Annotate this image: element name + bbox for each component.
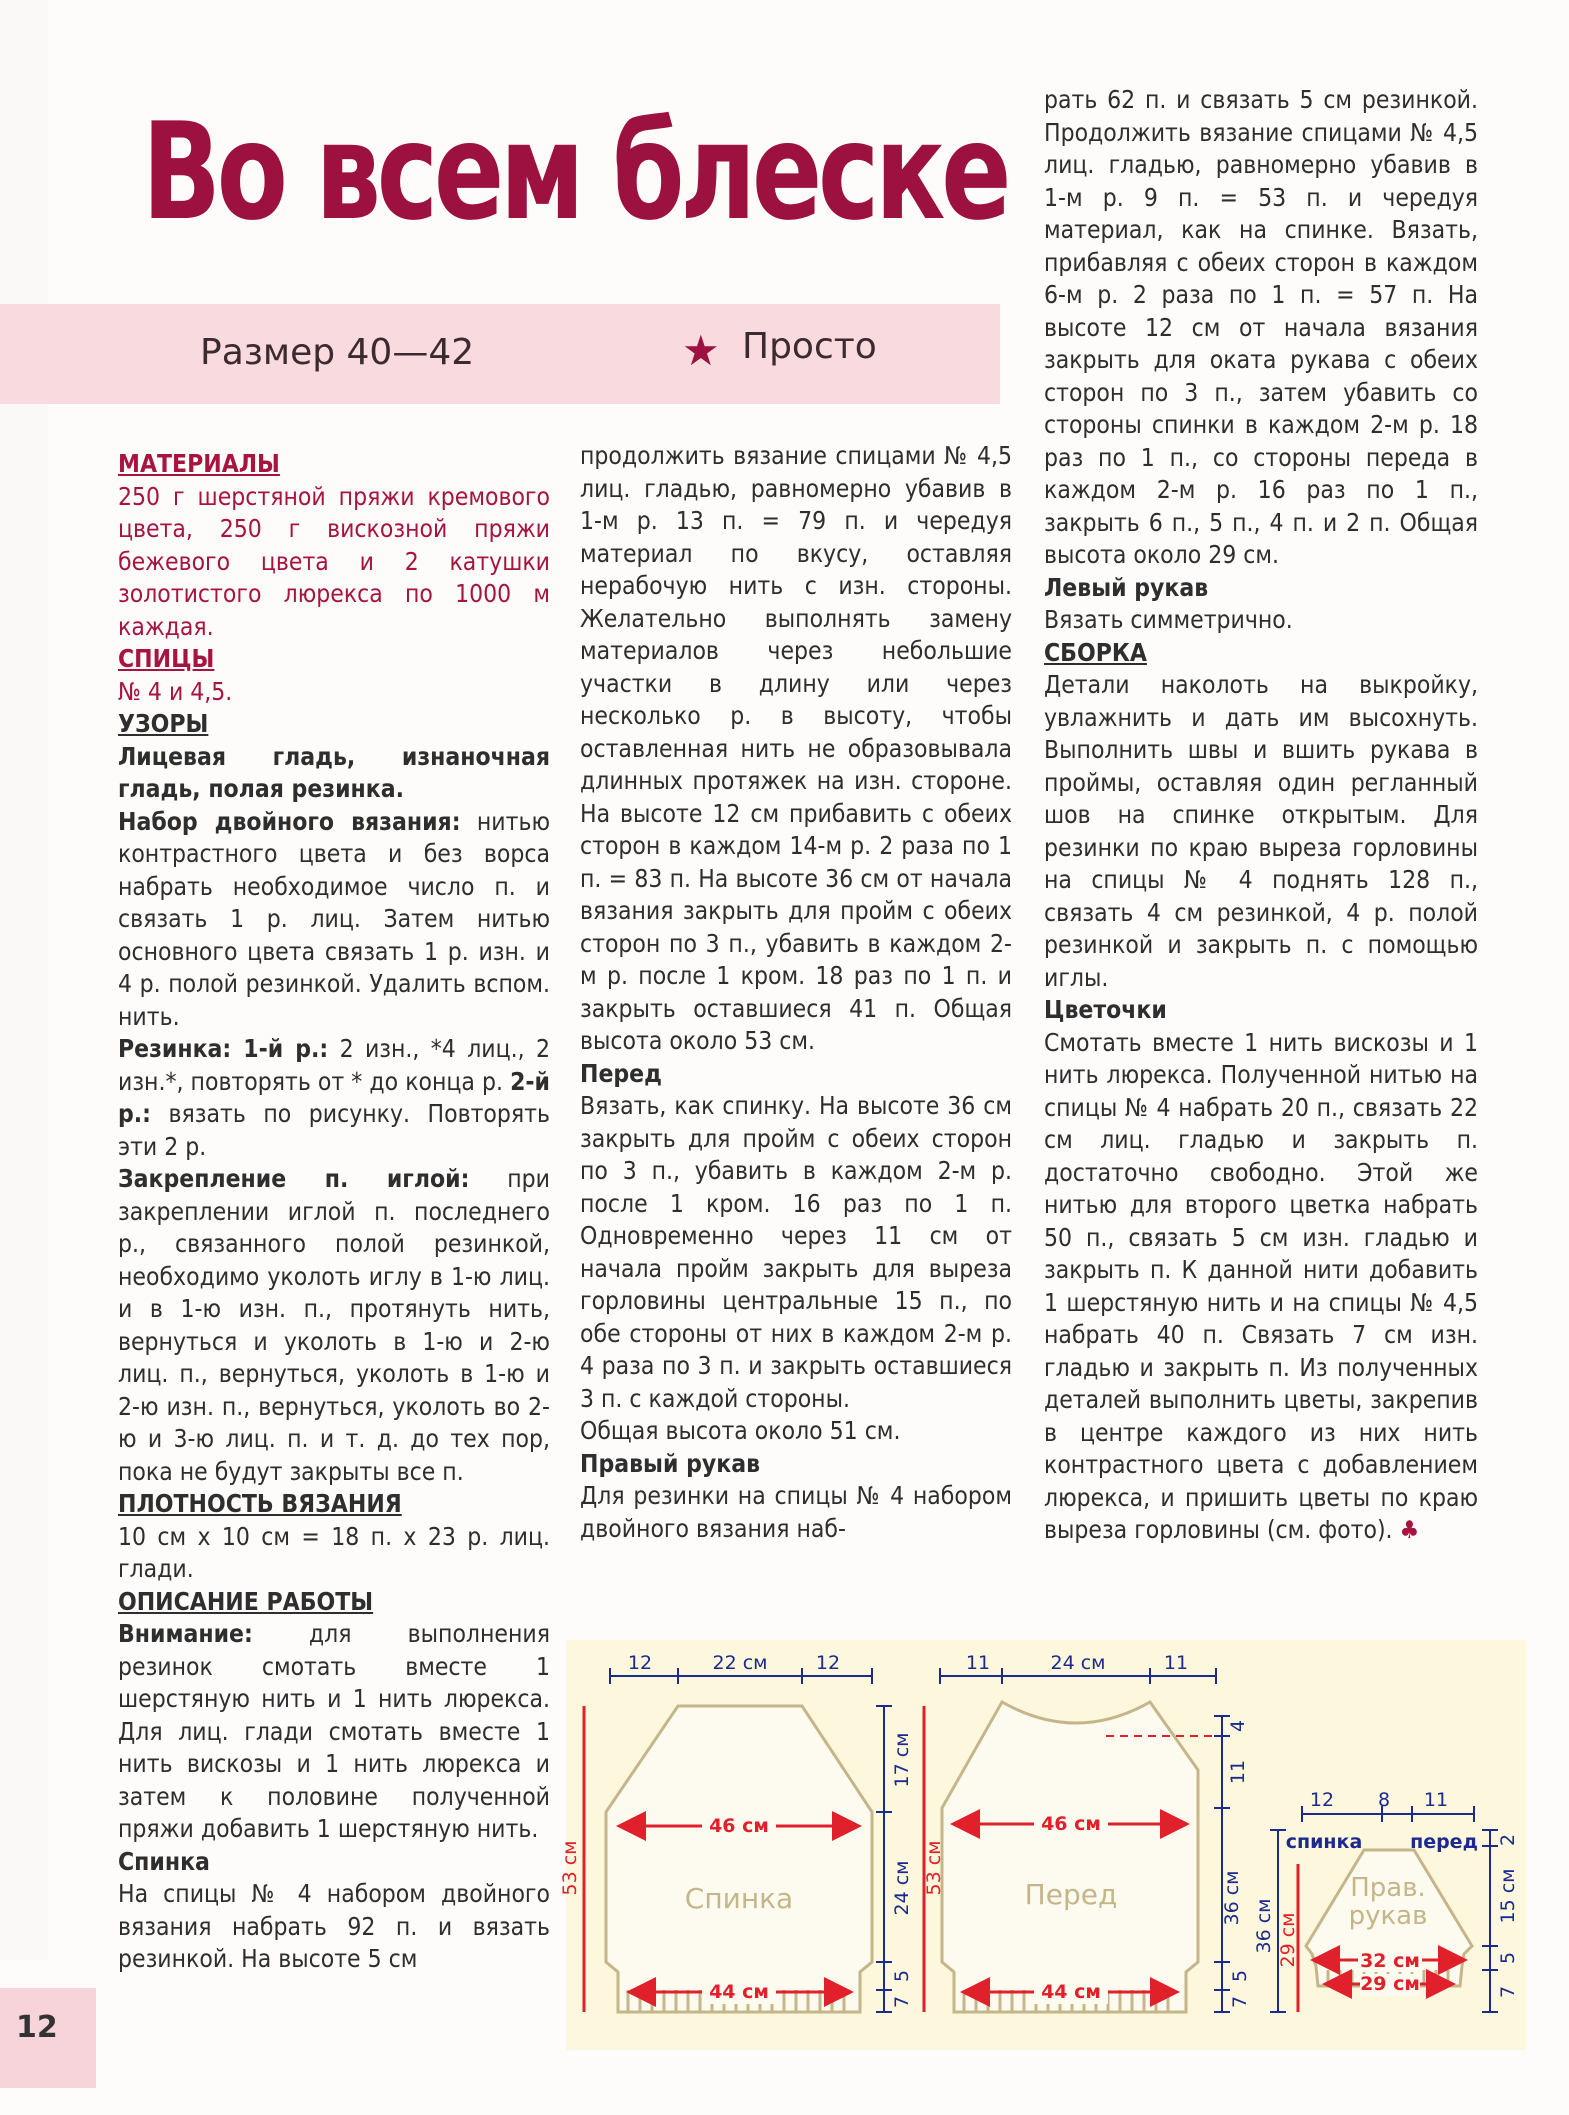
front-top-right: 11 <box>1163 1652 1189 1674</box>
right-sleeve-heading: Правый рукав <box>580 1448 761 1478</box>
sleeve-label-line2: рукав <box>1348 1901 1428 1931</box>
back-right-upper: 17 см <box>891 1732 913 1788</box>
page-number: 12 <box>16 2010 58 2045</box>
column-2 <box>580 440 1012 1545</box>
attention-text: для выполнения резинок смотать вместе 1 шерстяную нить и 1 нить люрекса. Для лиц. глади смотать вместе 1 нить вискозы и 1 нить люрекса и затем к половине полученной пряжи добавить 1 шерстяную нить. <box>118 1619 550 1843</box>
back-heading: Спинка <box>118 1846 210 1876</box>
back-text: На спицы № 4 набором двойного вязания набрать 92 п. и вязать резинкой. На высоте 5 см <box>118 1879 550 1973</box>
sleeve-top-mid: 8 <box>1377 1789 1391 1811</box>
front-right-neck: 4 <box>1227 1719 1249 1733</box>
back-diagram <box>559 1652 913 2012</box>
density-heading: ПЛОТНОСТЬ ВЯЗАНИЯ <box>118 1489 402 1518</box>
density-text: 10 см х 10 см = 18 п. х 23 р. лиц. глади. <box>118 1521 550 1583</box>
needles-heading: СПИЦЫ <box>118 644 215 673</box>
back-height-total: 53 см <box>559 1840 581 1896</box>
front-top-mid: 24 см <box>1050 1652 1106 1674</box>
back-right-middle: 24 см <box>891 1860 913 1916</box>
work-heading: ОПИСАНИЕ РАБОТЫ <box>118 1586 374 1616</box>
sleeve-width-upper: 32 см <box>1360 1950 1420 1972</box>
rib-row2-text: вязать по рисунку. Повторять эти 2 р. <box>118 1099 550 1161</box>
front-width-lower: 44 см <box>1041 1981 1101 2003</box>
rib-paragraph <box>118 1033 550 1163</box>
right-sleeve-continued-text: рать 62 п. и связать 5 см резинкой. Продолжить вязание спицами № 4,5 лиц. гладью, равномерно убавив в 1-м р. 9 п. = 53 п. и чередуя материал, как на спинке. Вязать, прибавляя с обеих сторон в каждом 6-м р. 2 раза по 1 п. = 57 п. На высоте 12 см от начала вязания закрыть для оката рукава с обеих сторон по 3 п., затем убавить со стороны спинки в каждом 2-м р. 18 раз по 1 п., со стороны переда в каждом 2-м р. 16 раз по 1 п., закрыть 6 п., 5 п., 4 п. и 2 п. Общая высота около 29 см. <box>1044 85 1478 569</box>
front-height-total: 53 см <box>923 1840 945 1896</box>
difficulty-label: Просто <box>742 326 877 367</box>
cast-on-term: Набор двойного вязания: <box>118 806 461 836</box>
attention-paragraph <box>118 1618 550 1846</box>
front-total-text: Общая высота около 51 см. <box>580 1416 901 1445</box>
bindoff-paragraph <box>118 1163 550 1488</box>
club-icon: ♣ <box>1399 1515 1420 1544</box>
sleeve-width-lower: 29 см <box>1360 1973 1420 1995</box>
front-label: Перед <box>1024 1878 1118 1911</box>
front-width-upper: 46 см <box>1041 1813 1101 1835</box>
column-1 <box>118 448 550 1976</box>
rib-row2-term: 2-й р.: <box>118 1066 550 1128</box>
size-label: Размер 40—42 <box>200 332 475 373</box>
back-width-upper: 46 см <box>709 1815 769 1837</box>
bindoff-term: Закрепление п. иглой: <box>118 1164 470 1193</box>
front-top-left: 11 <box>965 1652 991 1674</box>
back-label: Спинка <box>684 1882 794 1915</box>
materials-text: 250 г шерстяной пряжи кремового цвета, 250 г вискозной пряжи бежевого цвета и 2 катушки золотистого люрекса по 1000 м каждая. <box>118 481 550 641</box>
back-top-left: 12 <box>627 1652 653 1674</box>
right-sleeve-text: Для резинки на спицы № 4 набором двойного вязания наб- <box>580 1481 1012 1543</box>
star-icon: ★ <box>682 326 720 375</box>
patterns-heading: УЗОРЫ <box>118 709 209 738</box>
back-right-rib1: 5 <box>891 1969 913 1983</box>
front-right-rib1: 5 <box>1229 1969 1251 1983</box>
flowers-text: Смотать вместе 1 нить вискозы и 1 нить люрекса. Полученной нитью на спицы № 4 набрать 20 п., связать 22 см лиц. гладью и закрыть п. достаточно свободно. Этой же нитью для второго цветка набрать 50 п., связать 5 см изн. гладью и закрыть п. К данной нити добавить 1 шерстяную нить и на спицы № 4,5 набрать 40 п. Связать 7 см изн. гладью и закрыть п. Из полученных деталей выполнить цветы, закрепив в центре каждого из них нить контрастного цвета с добавлением люрекса, и пришить цветы по краю выреза горловины (см. фото). <box>1044 1027 1478 1544</box>
patterns-text: Лицевая гладь, изнаночная гладь, полая резинка. <box>118 741 550 803</box>
sleeve-top-left: 12 <box>1309 1789 1335 1811</box>
sleeve-diagram <box>1253 1789 1519 2012</box>
left-sleeve-heading: Левый рукав <box>1044 572 1209 602</box>
assembly-heading: СБОРКА <box>1044 637 1147 667</box>
bindoff-text: при закреплении иглой п. последнего р., связанного полой резинкой, необходимо уколоть иглу в 1-ю лиц. и в 1-ю изн. п., протянуть нить, вернуться и уколоть в 1-ю и 2-ю лиц. п., вернуться, уколоть в 1-ю и 2-ю изн. п., вернуться, уколоть во 2-ю и 3-ю лиц. п. и т. д. до тех пор, пока не будут закрыты все п. <box>118 1164 550 1486</box>
front-right-rib2: 7 <box>1229 1995 1251 2009</box>
flowers-heading: Цветочки <box>1044 995 1167 1024</box>
sleeve-right-rib1: 5 <box>1497 1951 1519 1965</box>
sleeve-front-side: перед <box>1410 1831 1478 1853</box>
back-right-rib2: 7 <box>891 1995 913 2009</box>
page-number-tab <box>0 1988 96 2088</box>
sleeve-right-cap: 2 <box>1497 1833 1519 1847</box>
sleeve-height-inner: 29 см <box>1277 1912 1299 1968</box>
page-margin <box>0 0 48 1960</box>
sleeve-top-right: 11 <box>1423 1789 1449 1811</box>
sleeve-right-rib2: 7 <box>1497 1985 1519 1999</box>
rib-term: Резинка: 1-й р.: <box>118 1034 329 1063</box>
sleeve-height-total: 36 см <box>1253 1898 1275 1954</box>
back-width-lower: 44 см <box>709 1981 769 2003</box>
front-right-body: 36 см <box>1221 1870 1243 1926</box>
sleeve-right-body: 15 см <box>1497 1868 1519 1924</box>
back-continued-text: продолжить вязание спицами № 4,5 лиц. гладью, равномерно убавив в 1-м р. 13 п. = 79 п. и чередуя материал по вкусу, оставляя нерабочую нить с изн. стороны. Желательно выполнять замену материалов через небольшие участки в длину или через несколько р. в высоту, чтобы оставленная нить не образовывала длинных протяжек на изн. стороне. На высоте 12 см прибавить с обеих сторон в каждом 14-м р. 2 раза по 1 п. = 83 п. На высоте 36 см от начала вязания закрыть для пройм с обеих сторон по 3 п., убавить в каждом 2-м р. после 1 кром. 18 раз по 1 п. и закрыть оставшиеся 41 п. Общая высота около 53 см. <box>580 441 1012 1055</box>
materials-heading: МАТЕРИАЛЫ <box>118 449 280 478</box>
flowers-paragraph <box>1044 1027 1478 1547</box>
front-diagram <box>923 1652 1251 2012</box>
front-text: Вязать, как спинку. На высоте 36 см закрыть для пройм с обеих сторон по 3 п., убавить в каждом 2-м р. после 1 кром. 16 раз по 1 п. Одновременно через 11 см от начала пройм закрыть для выреза горловины центральные 15 п., по обе стороны от них в каждом 2-м р. 4 раза по 3 п. и закрыть оставшиеся 3 п. с каждой стороны. <box>580 1091 1012 1413</box>
rib-row1-text: 2 изн., *4 лиц., 2 изн.*, повторять от * до конца р. <box>118 1034 550 1096</box>
cast-on-text: нитью контрастного цвета и без ворса набрать необходимое число п. и связать 1 р. лиц. Затем нитью основного цвета связать 1 р. изн. и 4 р. полой резинкой. Удалить вспом. нить. <box>118 806 550 1031</box>
attention-term: Внимание: <box>118 1619 253 1648</box>
sleeve-back-side: спинка <box>1285 1831 1363 1853</box>
needles-text: № 4 и 4,5. <box>118 676 233 706</box>
back-top-mid: 22 см <box>712 1652 768 1674</box>
assembly-text: Детали наколоть на выкройку, увлажнить и дать им высохнуть. Выполнить швы и вшить рукава в проймы, оставляя один регланный шов на спинке открытым. Для резинки по краю выреза горловины на спицы № 4 поднять 128 п., связать 4 см резинкой, 4 р. полой резинкой и закрыть п. с помощью иглы. <box>1044 670 1478 992</box>
front-heading: Перед <box>580 1058 662 1088</box>
schematic-diagrams <box>559 1640 1526 2050</box>
back-top-right: 12 <box>815 1652 841 1674</box>
left-sleeve-text: Вязать симметрично. <box>1044 605 1293 634</box>
sleeve-label-line1: Прав. <box>1350 1873 1426 1903</box>
front-right-armhole: 11 <box>1227 1759 1249 1785</box>
cast-on-paragraph <box>118 806 550 1034</box>
column-3 <box>1044 84 1478 1547</box>
page-title: Во всем блеске <box>142 94 1008 250</box>
